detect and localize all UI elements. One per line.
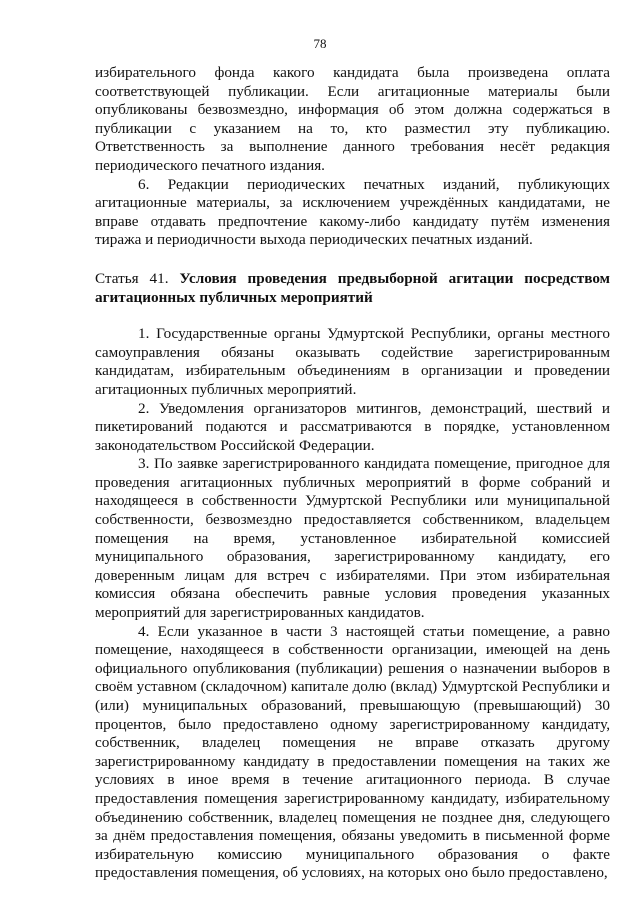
article-item-2: 2. Уведомления организаторов митингов, демонстраций, шествий и пикетирований подаются и рассматриваются в порядке, установленном законодательством Российской Федерации. <box>95 399 610 454</box>
article-item-1: 1. Государственные органы Удмуртской Республики, органы местного самоуправления обязаны оказывать содействие зарегистрированным кандидатам, избирательным объединениям в организации и проведении агитационных публичных мероприятий. <box>95 325 610 398</box>
article-number: Статья 41. <box>95 269 169 287</box>
article-item-4: 4. Если указанное в части 3 настоящей статьи помещение, а равно помещение, находящееся в собственности организации, имеющей на день официального опубликования (публикации) решения о назначении выборов в своём уставном (складочном) капитале долю (вклад) Удмуртской Республики и (или) муниципальных образований, превышающую (превышающий) 30 процентов, было предоставлено одному зарегистрированному кандидату, собственник, владелец помещения не вправе отказать другому зарегистрированному кандидату в предоставлении помещения на таких же условиях в иное время в течение агитационного периода. В случае предоставления помещения зарегистрированному кандидату, избирательному объединению собственник, владелец помещения не позднее дня, следующего за днём предоставления помещения, обязаны уведомить в письменной форме избирательную комиссию муниципального образования о факте предоставления помещения, об условиях, на которых оно было предоставлено, <box>95 622 610 882</box>
article-item-3: 3. По заявке зарегистрированного кандидата помещение, пригодное для проведения агитационных публичных мероприятий в форме собраний и находящееся в собственности Удмуртской Республики или муниципальной собственности, безвозмездно предоставляется собственником, владельцем помещения на время, установленное избирательной комиссией муниципального образования, зарегистрированному кандидату, его доверенным лицам для встреч с избирателями. При этом избирательная комиссия обязана обеспечить равные условия проведения указанных мероприятий для зарегистрированных кандидатов. <box>95 455 610 622</box>
paragraph-item-6: 6. Редакции периодических печатных изданий, публикующих агитационные материалы, за исключением учреждённых кандидатами, не вправе отдавать предпочтение какому-либо кандидату путём изменения тиража и периодичности выхода периодических печатных изданий. <box>95 175 610 249</box>
paragraph-continuation: избирательного фонда какого кандидата была произведена оплата соответствующей публикации. Если агитационные материалы были опубликованы безвозмездно, информация об этом должна содержаться в публикации с указанием на то, кто разместил эту публикацию. Ответственность за выполнение данного требования несёт редакция периодического печатного издания. <box>95 64 610 174</box>
article-heading <box>95 270 610 307</box>
page-number: 78 <box>313 36 327 51</box>
document-body <box>95 64 610 883</box>
article-title: Условия проведения предвыборной агитации посредством агитационных публичных мероприятий <box>95 269 610 306</box>
